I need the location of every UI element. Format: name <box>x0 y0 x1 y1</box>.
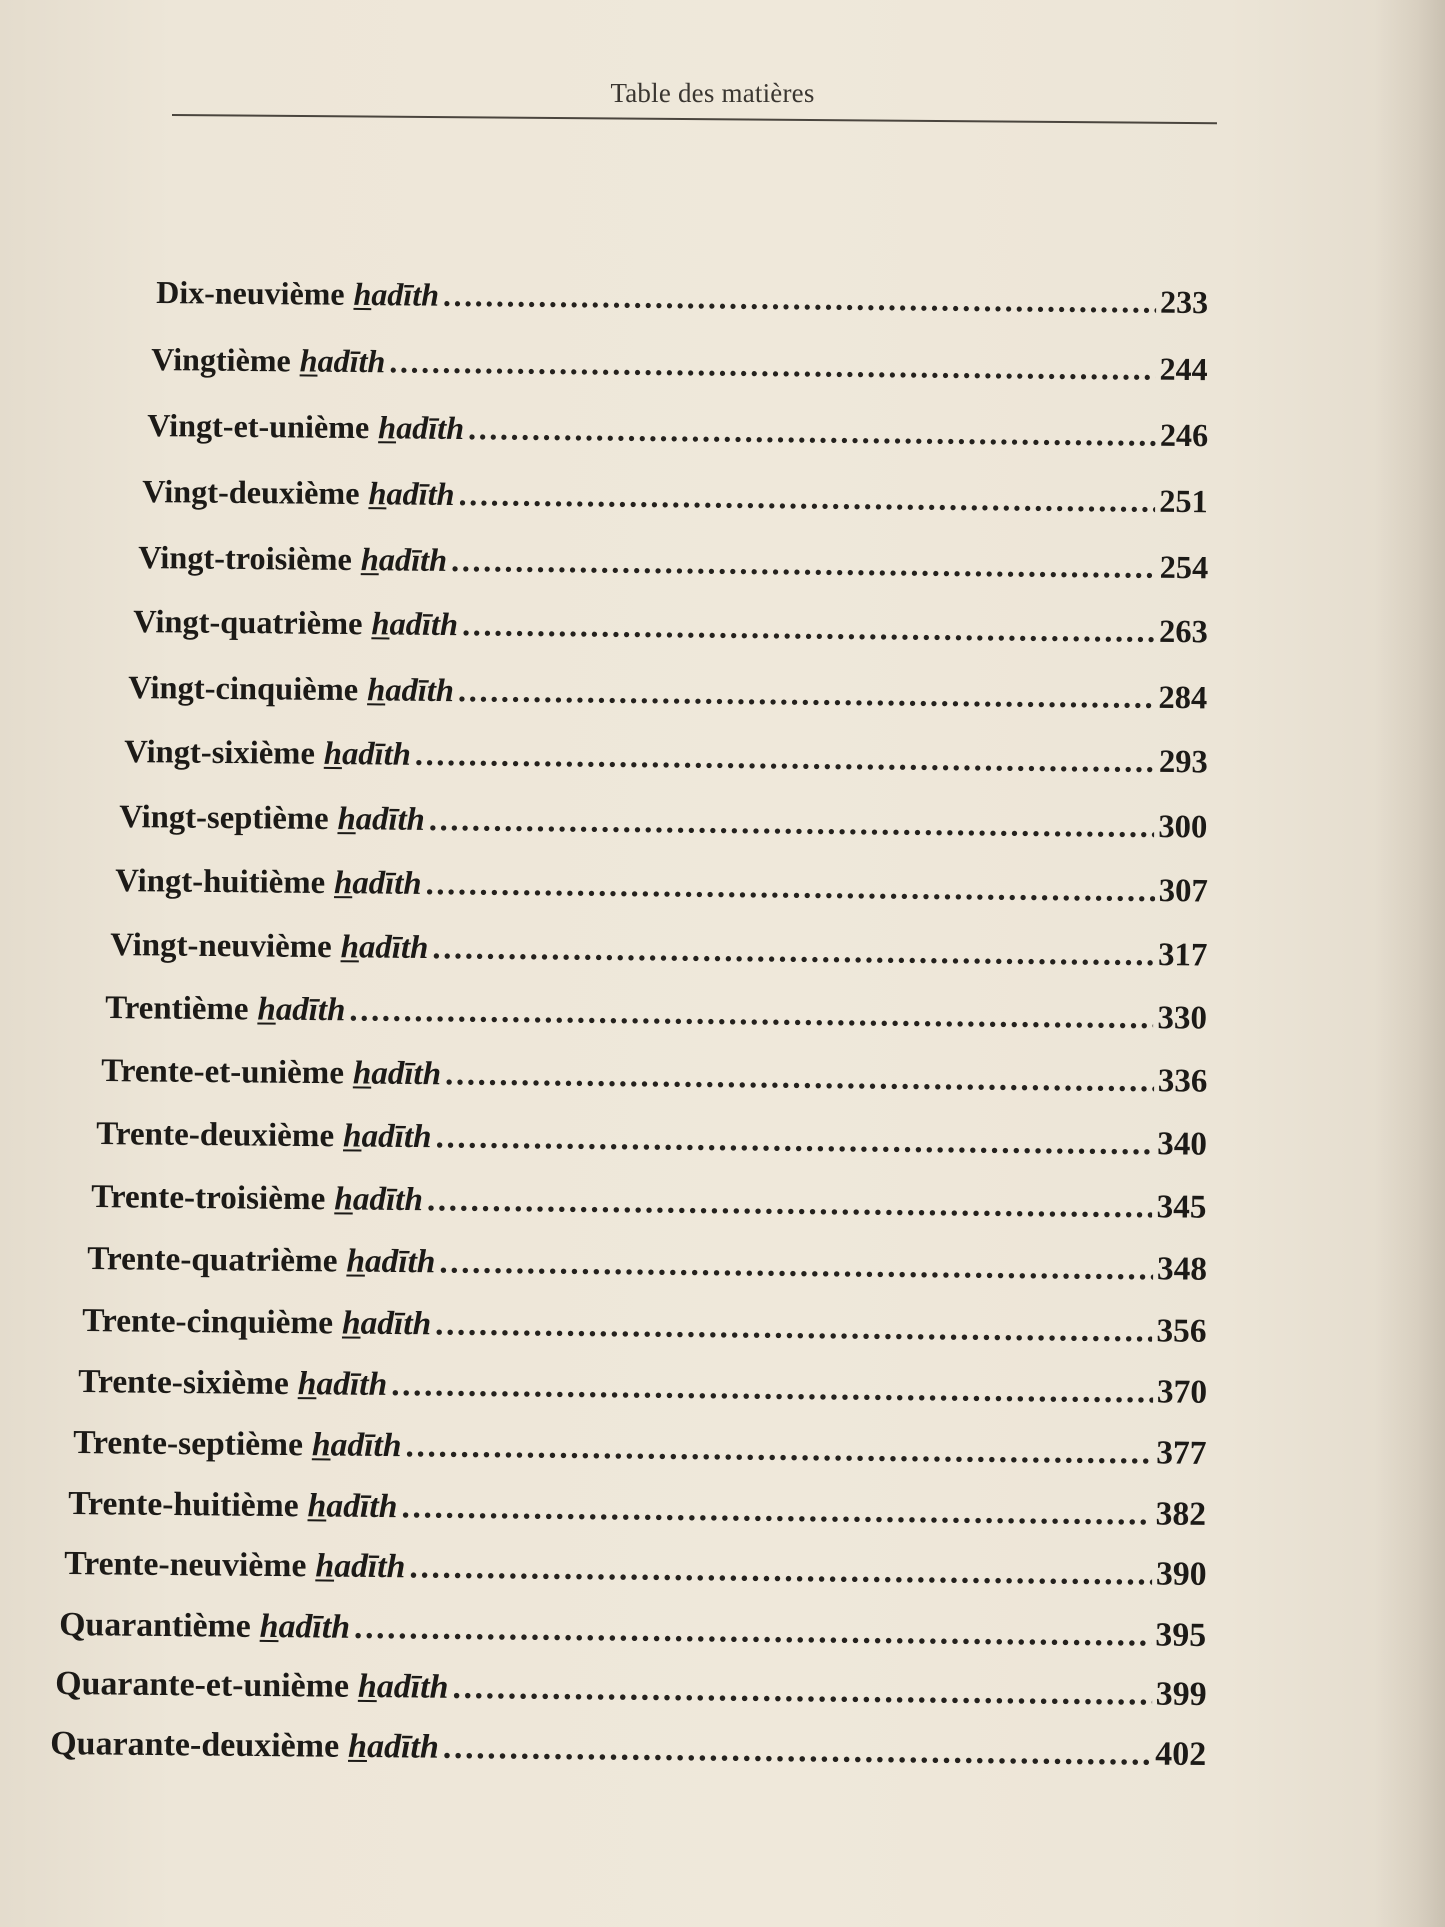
toc-entry <box>124 730 1208 784</box>
toc-entry-term-rest: adīth <box>326 1487 399 1526</box>
toc-entry-term <box>300 338 386 383</box>
toc-entry <box>87 1237 1207 1292</box>
toc-entry-term <box>360 537 447 582</box>
toc-entry-term <box>333 861 421 906</box>
toc-entry-term-initial: h <box>347 1727 368 1766</box>
toc-entry-term <box>371 603 458 648</box>
toc-entry <box>73 1421 1207 1476</box>
toc-entry-term-initial: h <box>360 541 379 578</box>
toc-entry-label: Vingt-troisième <box>137 539 352 578</box>
toc-entry-page-number: 307 <box>1158 872 1208 910</box>
toc-entry-term <box>258 988 346 1033</box>
toc-entry-term-initial: h <box>343 1117 362 1155</box>
toc-entry-term-rest: adīth <box>364 1242 436 1281</box>
toc-entry-label: Vingt-septième <box>119 798 329 837</box>
toc-entry-page-number: 263 <box>1158 614 1208 651</box>
toc-entry-term <box>343 1114 432 1159</box>
toc-entry-page-number: 330 <box>1157 1000 1208 1037</box>
toc-entry <box>110 923 1208 978</box>
dot-leader <box>349 989 1154 1041</box>
toc-entry-term-rest: adīth <box>353 1180 424 1218</box>
toc-entry-term-rest: adīth <box>315 1365 387 1403</box>
toc-entry-page-number: 395 <box>1155 1616 1207 1654</box>
toc-entry-label: Trente-huitième <box>68 1484 300 1525</box>
dot-leader <box>435 1115 1153 1166</box>
toc-entry-page-number: 399 <box>1155 1676 1207 1714</box>
dot-leader <box>462 604 1155 655</box>
toc-entry <box>142 469 1208 523</box>
dot-leader <box>402 1485 1153 1536</box>
toc-entry-term-rest: adīth <box>361 1117 432 1156</box>
dot-leader <box>445 1053 1154 1104</box>
dot-leader <box>414 733 1154 784</box>
toc-entry-term <box>342 1301 431 1346</box>
toc-entry <box>128 666 1207 720</box>
toc-entry-term-rest: adīth <box>355 801 426 838</box>
toc-entry-page-number: 402 <box>1154 1735 1207 1774</box>
toc-entry-term <box>297 1362 387 1407</box>
dot-leader <box>443 1726 1152 1777</box>
toc-entry-term-initial: h <box>307 1487 327 1525</box>
toc-entry-term-rest: adīth <box>278 1607 351 1646</box>
toc-entry-label: Trentième <box>105 990 249 1028</box>
toc-entry-term <box>369 471 455 516</box>
toc-entry-term-initial: h <box>346 1242 366 1280</box>
toc-entry-label: Trente-deuxième <box>96 1115 335 1155</box>
toc-entry-page-number: 382 <box>1155 1495 1207 1533</box>
toc-entry-page-number: 246 <box>1159 416 1209 454</box>
toc-entry-label: Quarante-et-unième <box>54 1665 349 1706</box>
dot-leader <box>390 339 1157 390</box>
toc-entry-term-initial: h <box>377 409 397 446</box>
toc-entry-term-rest: adīth <box>378 541 447 578</box>
dot-leader <box>458 669 1155 720</box>
toc-entry-term <box>352 1052 441 1097</box>
toc-entry-term-rest: adīth <box>341 736 411 774</box>
toc-entry-label: Vingt-neuvième <box>109 926 332 965</box>
toc-entry-page-number: 345 <box>1156 1187 1208 1226</box>
dot-leader <box>425 862 1155 913</box>
toc-entry <box>55 1662 1207 1717</box>
toc-entry-term-rest: adīth <box>275 991 346 1029</box>
toc-entry-term-rest: adīth <box>395 409 465 447</box>
toc-entry-term <box>308 1484 398 1529</box>
toc-entry-term-rest: adīth <box>385 672 455 709</box>
toc-entry-page-number: 336 <box>1157 1063 1208 1100</box>
toc-entry-term <box>315 1545 405 1590</box>
toc-entry <box>156 270 1208 324</box>
toc-entry-term <box>346 1239 435 1284</box>
toc-entry <box>64 1542 1207 1597</box>
toc-entry-page-number: 370 <box>1156 1373 1207 1411</box>
toc-entry-term <box>353 272 439 317</box>
toc-entry-label: Trente-cinquième <box>82 1301 334 1341</box>
dot-leader <box>427 1178 1153 1229</box>
toc-entry-term <box>335 1177 424 1222</box>
toc-entry <box>115 859 1208 913</box>
toc-entry-page-number: 356 <box>1156 1311 1207 1350</box>
toc-entry-term-rest: adīth <box>317 342 386 379</box>
toc-entry-page-number: 251 <box>1159 483 1209 520</box>
dot-leader <box>432 926 1154 977</box>
toc-entry <box>133 600 1208 654</box>
dot-leader <box>452 1666 1152 1717</box>
toc-entry <box>50 1722 1206 1777</box>
toc-entry-term-rest: adīth <box>389 606 459 644</box>
toc-entry-label: Trente-troisième <box>91 1177 327 1217</box>
toc-entry <box>151 337 1208 391</box>
toc-entry-page-number: 293 <box>1158 744 1208 781</box>
toc-entry <box>119 795 1208 849</box>
toc-entry-term-initial: h <box>352 1055 372 1092</box>
toc-entry-term-initial: h <box>342 1304 362 1342</box>
dot-leader <box>439 1240 1153 1291</box>
toc-entry <box>96 1112 1207 1167</box>
toc-entry-term-initial: h <box>259 1607 279 1645</box>
toc-entry-page-number: 254 <box>1159 548 1208 586</box>
toc-entry-term-initial: h <box>333 865 353 902</box>
toc-entry-label: Vingt-quatrième <box>132 604 363 643</box>
dot-leader <box>391 1363 1153 1414</box>
toc-entry-page-number: 284 <box>1158 679 1208 716</box>
toc-entry-label: Vingt-huitième <box>114 862 325 901</box>
toc-entry-term <box>348 1725 439 1770</box>
toc-entry-term-initial: h <box>257 991 277 1028</box>
toc-entry <box>101 1049 1208 1104</box>
toc-entry-term <box>312 1423 402 1468</box>
toc-entry-term <box>260 1605 351 1650</box>
running-header-title: Table des matières <box>610 78 815 108</box>
toc-entry-label: Vingtième <box>151 340 292 379</box>
toc-entry-term-rest: adīth <box>366 1728 440 1766</box>
toc-entry <box>68 1482 1206 1537</box>
dot-leader <box>354 1605 1152 1657</box>
toc-entry-term <box>357 1665 448 1710</box>
toc-entry <box>78 1360 1207 1415</box>
toc-entry-term-rest: adīth <box>330 1426 402 1465</box>
dot-leader <box>450 538 1155 589</box>
toc-entry-label: Trente-quatrième <box>86 1239 338 1280</box>
toc-entry-term-initial: h <box>371 606 390 643</box>
toc-entry-label: Quarantième <box>59 1605 252 1645</box>
toc-entry-term <box>338 797 426 842</box>
toc-entry-term-initial: h <box>315 1547 335 1586</box>
toc-entry-page-number: 244 <box>1159 350 1209 387</box>
toc-entry-term-rest: adīth <box>376 1668 449 1707</box>
toc-entry <box>91 1175 1207 1230</box>
toc-entry-label: Trente-septième <box>73 1424 304 1464</box>
toc-entry-term-initial: h <box>357 1668 377 1706</box>
toc-entry-label: Trente-et-unième <box>100 1053 344 1092</box>
toc-entry-term-initial: h <box>368 475 387 512</box>
toc-entry <box>138 535 1208 589</box>
toc-entry-label: Vingt-cinquième <box>128 669 359 708</box>
toc-entry <box>82 1299 1207 1354</box>
dot-leader <box>409 1546 1152 1597</box>
toc-entry <box>147 403 1208 457</box>
toc-entry-term-rest: adīth <box>358 929 429 966</box>
toc-entry-label: Trente-sixième <box>77 1363 289 1403</box>
toc-entry-page-number: 348 <box>1156 1249 1208 1288</box>
toc-entry-term-initial: h <box>323 736 342 773</box>
toc-entry-label: Vingt-sixième <box>123 734 315 773</box>
dot-leader <box>459 472 1156 523</box>
toc-entry-term-initial: h <box>297 1365 317 1403</box>
toc-entry-term-rest: adīth <box>351 865 422 902</box>
toc-entry-page-number: 300 <box>1158 808 1208 846</box>
toc-entry-term <box>378 405 464 450</box>
toc-entry-term <box>323 732 410 777</box>
dot-leader <box>443 273 1157 324</box>
toc-entry-term <box>367 668 454 713</box>
toc-entry <box>105 986 1207 1041</box>
toc-entry-page-number: 340 <box>1157 1125 1208 1163</box>
toc-entry-term-rest: adīth <box>370 1055 441 1093</box>
toc-entry-term-initial: h <box>311 1426 331 1464</box>
toc-entry-term-initial: h <box>340 928 360 966</box>
toc-entry-term-initial: h <box>299 342 319 379</box>
toc-entry <box>59 1603 1206 1658</box>
dot-leader <box>429 798 1155 849</box>
toc-entry-term-initial: h <box>367 671 386 709</box>
toc-entry-label: Vingt-deuxième <box>142 473 360 512</box>
toc-entry-label: Quarante-deuxième <box>50 1725 340 1765</box>
dot-leader <box>468 406 1156 457</box>
toc-entry-label: Trente-neuvième <box>63 1545 307 1585</box>
toc-entry-term <box>340 925 428 970</box>
toc-entry-term-rest: adīth <box>333 1548 406 1586</box>
toc-entry-term-rest: adīth <box>360 1304 432 1342</box>
toc-entry-term-rest: adīth <box>386 475 455 513</box>
toc-entry-term-initial: h <box>334 1179 354 1218</box>
toc-entry-page-number: 390 <box>1155 1555 1207 1594</box>
toc-entry-term-initial: h <box>353 275 372 313</box>
toc-entry-label: Vingt-et-unième <box>146 407 370 446</box>
toc-entry-term-initial: h <box>337 800 357 838</box>
dot-leader <box>405 1424 1152 1475</box>
toc-entry-page-number: 233 <box>1159 283 1209 321</box>
dot-leader <box>435 1302 1153 1353</box>
toc-entry-page-number: 317 <box>1157 936 1208 974</box>
toc-entry-term-rest: adīth <box>371 276 440 313</box>
toc-entry-label: Dix-neuvième <box>156 274 345 312</box>
toc-entry-page-number: 377 <box>1156 1434 1207 1473</box>
